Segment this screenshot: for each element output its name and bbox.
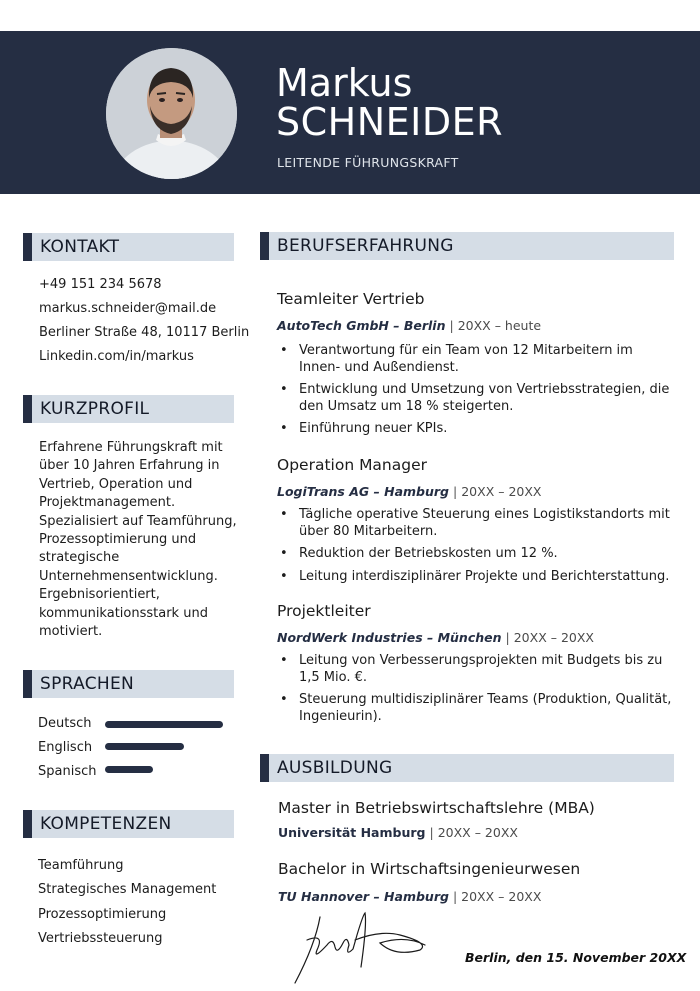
job-bullet-list	[278, 507, 674, 591]
portrait-image	[106, 48, 237, 179]
skill-item: Prozessoptimierung	[38, 907, 167, 922]
job-position-title: Projektleiter	[277, 602, 371, 620]
job-bullet-list	[278, 343, 674, 444]
company-name: NordWerk Industries – München	[277, 630, 502, 645]
section-title: KURZPROFIL	[40, 399, 150, 419]
language-name: Spanisch	[38, 764, 97, 779]
section-header-profile	[23, 395, 234, 423]
education-school-line	[278, 825, 518, 840]
job-bullet: • Einführung neuer KPIs.	[278, 421, 674, 438]
language-name: Englisch	[38, 740, 93, 755]
language-level-bar	[105, 721, 223, 728]
job-bullet: • Reduktion der Betriebskosten um 12 %.	[278, 546, 674, 563]
job-dates: 20XX – heute	[457, 318, 542, 333]
education-degree: Bachelor in Wirtschaftsingenieurwesen	[278, 860, 581, 878]
separator: |	[452, 889, 458, 904]
job-bullet: • Verantwortung für ein Team von 12 Mitarbeitern im Innen- und Außendienst.	[278, 343, 674, 376]
job-bullet: • Steuerung multidisziplinärer Teams (Produktion, Qualität, Ingenieurin).	[278, 692, 674, 725]
job-position-title: Teamleiter Vertrieb	[277, 290, 425, 308]
education-degree: Master in Betriebswirtschaftslehre (MBA)	[278, 799, 595, 817]
contact-linkedin: Linkedin.com/in/markus	[39, 349, 194, 364]
section-header-experience	[260, 232, 674, 260]
section-title: KONTAKT	[40, 237, 120, 257]
job-position-title: Operation Manager	[277, 456, 428, 474]
section-title: SPRACHEN	[40, 674, 135, 694]
language-level-bar	[105, 766, 153, 773]
profile-text: Erfahrene Führungskraft mit über 10 Jahren Erfahrung in Vertrieb, Operation und Projektmanagement. Spezialisiert auf Teamführung, Prozessoptimierung und strategische Unternehmensentwicklung. Ergebnisorientiert, kommunikationsstark und motiviert.	[39, 440, 237, 640]
skill-item: Strategisches Management	[38, 882, 217, 897]
contact-phone: +49 151 234 5678	[39, 277, 162, 292]
education-dates: 20XX – 20XX	[437, 825, 518, 840]
company-name: AutoTech GmbH – Berlin	[277, 318, 446, 333]
company-name: LogiTrans AG – Hamburg	[277, 484, 449, 499]
section-title: AUSBILDUNG	[277, 758, 393, 778]
education-school-line	[278, 889, 541, 904]
job-company-line	[277, 484, 541, 499]
job-dates: 20XX – 20XX	[513, 630, 594, 645]
section-title: KOMPETENZEN	[40, 814, 172, 834]
place-and-date: Berlin, den 15. November 20XX	[465, 950, 687, 965]
skill-item: Teamführung	[38, 858, 124, 873]
school-name: Universität Hamburg	[278, 825, 426, 840]
section-header-contact	[23, 233, 234, 261]
last-name: SCHNEIDER	[276, 100, 504, 144]
skill-item: Vertriebssteuerung	[38, 931, 163, 946]
language-level-bar	[105, 743, 184, 750]
separator: |	[453, 484, 458, 499]
profile-photo	[106, 48, 237, 179]
separator: |	[429, 825, 434, 840]
job-bullet: • Tägliche operative Steuerung eines Logistikstandorts mit über 80 Mitarbeitern.	[278, 507, 674, 540]
section-title: BERUFSERFAHRUNG	[277, 236, 454, 256]
contact-address: Berliner Straße 48, 10117 Berlin	[39, 325, 250, 340]
section-header-skills	[23, 810, 234, 838]
job-bullet-list	[278, 653, 674, 731]
first-name: Markus	[276, 61, 413, 105]
contact-email: markus.schneider@mail.de	[39, 301, 217, 316]
section-header-education	[260, 754, 674, 782]
job-dates: 20XX – 20XX	[461, 484, 542, 499]
signature-image	[285, 905, 435, 990]
separator: |	[505, 630, 510, 645]
separator: |	[449, 318, 454, 333]
school-name: TU Hannover – Hamburg	[278, 889, 449, 904]
section-header-languages	[23, 670, 234, 698]
job-company-line	[277, 318, 541, 333]
education-dates: 20XX – 20XX	[461, 889, 542, 904]
job-bullet: • Entwicklung und Umsetzung von Vertriebsstrategien, die den Umsatz um 18 % steigerten.	[278, 382, 674, 415]
job-title: LEITENDE FÜHRUNGSKRAFT	[277, 155, 459, 170]
job-bullet: • Leitung von Verbesserungsprojekten mit Budgets bis zu 1,5 Mio. €.	[278, 653, 674, 686]
job-bullet: • Leitung interdisziplinärer Projekte und Berichterstattung.	[278, 569, 674, 586]
job-company-line	[277, 630, 594, 645]
language-name: Deutsch	[38, 716, 92, 731]
